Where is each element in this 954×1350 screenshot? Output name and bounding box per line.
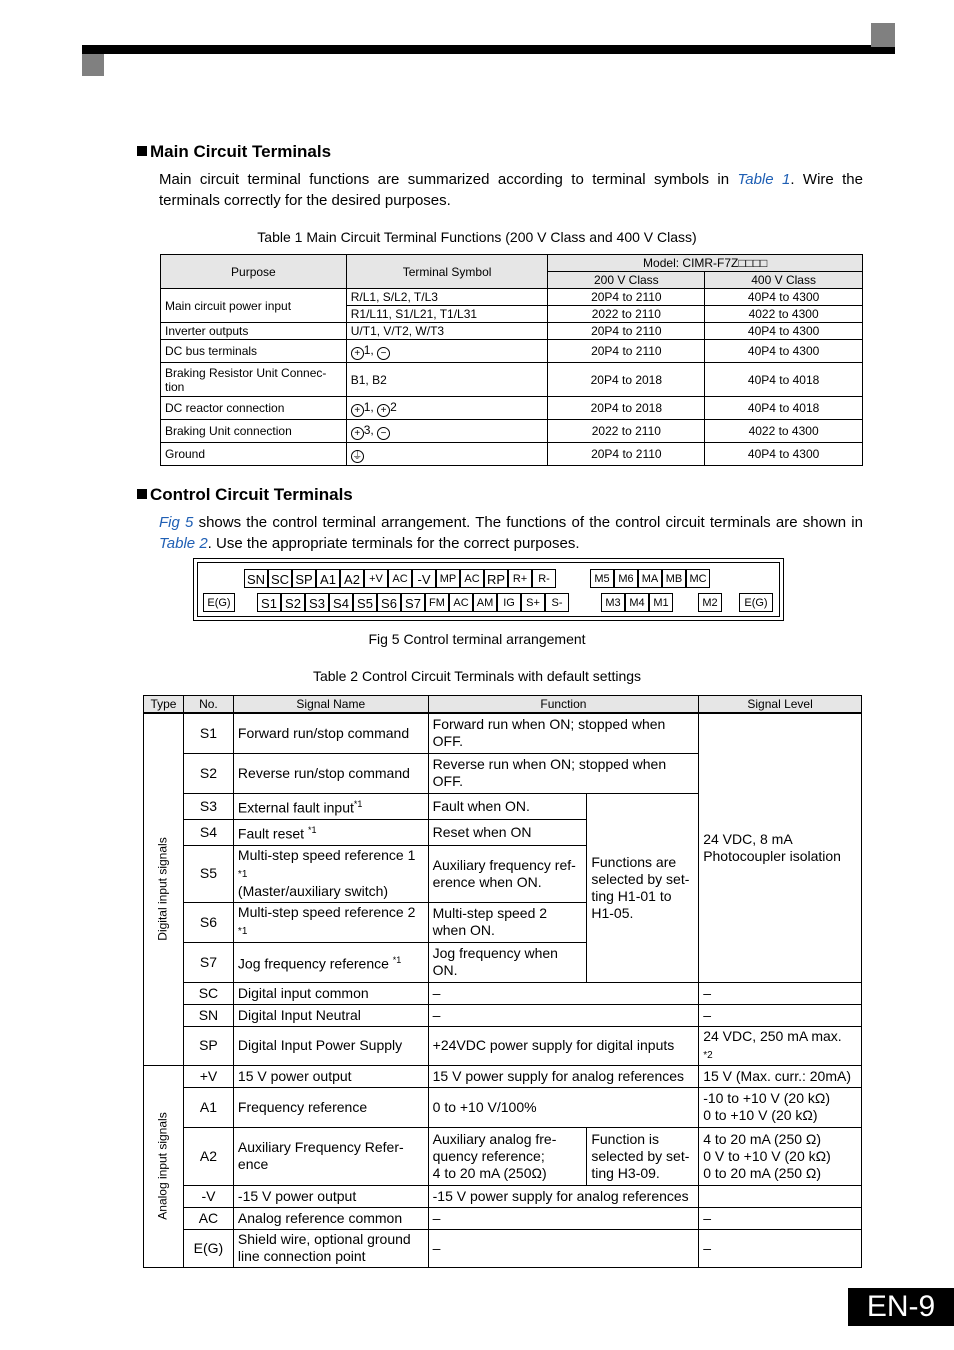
terminal-v: -V xyxy=(412,569,436,588)
header-bar xyxy=(82,45,895,54)
terminal-s4: S4 xyxy=(329,593,353,612)
main-circuit-table xyxy=(160,254,863,466)
header-200v: 200 V Class xyxy=(548,272,705,289)
fig5-link[interactable]: Fig 5 xyxy=(159,514,194,531)
terminal-mb: MB xyxy=(662,569,686,588)
terminal-m1: M1 xyxy=(649,593,673,612)
table1-caption: Table 1 Main Circuit Terminal Functions (200 V Class and 400 V Class) xyxy=(257,229,697,245)
terminal-block-frame xyxy=(197,562,780,617)
control-terminal-arrangement xyxy=(193,558,784,621)
terminal-s1: S1 xyxy=(257,593,281,612)
header-purpose: Purpose xyxy=(161,255,347,289)
table-row: AC Analog reference common – – xyxy=(144,1207,862,1229)
table-row: A2 Auxiliary Frequency Refer-ence Auxiliary analog fre-quency reference; 4 to 20 mA (250Ω) Function is selected by set-ting H3-09. 4 to 20 mA (250 Ω) 0 V to +10 V (20 kΩ) 0 to 20 mA (250 Ω) xyxy=(144,1127,862,1185)
terminal-sn: SN xyxy=(244,569,268,588)
terminal-a2: A2 xyxy=(340,569,364,588)
terminal-ac: AC xyxy=(449,593,473,612)
terminal-am: AM xyxy=(473,593,497,612)
terminal-s3: S3 xyxy=(305,593,329,612)
table-row: SN Digital Input Neutral – – xyxy=(144,1004,862,1026)
terminal-m6: M6 xyxy=(614,569,638,588)
control-circuit-table xyxy=(143,695,862,1268)
terminal-m5: M5 xyxy=(590,569,614,588)
terminal-mc: MC xyxy=(686,569,710,588)
terminal-ig: IG xyxy=(497,593,521,612)
header-model: Model: CIMR-F7Z□□□□ xyxy=(548,255,863,272)
table-row: Braking Resistor Unit Connec-tion B1, B2 20P4 to 2018 40P4 to 4018 xyxy=(161,363,863,397)
header-square-left xyxy=(82,54,104,76)
functions-selected-cell: Functions are selected by set-ting H1-01 to H1-05. xyxy=(587,793,699,982)
ground-icon: ⏚ xyxy=(352,450,363,462)
terminal-s5: S5 xyxy=(353,593,377,612)
terminal-mp: MP xyxy=(436,569,460,588)
main-circuit-heading: Main Circuit Terminals xyxy=(137,142,331,162)
terminal-a1: A1 xyxy=(316,569,340,588)
table-row: A1 Frequency reference 0 to +10 V/100% -10 to +10 V (20 kΩ) 0 to +10 V (20 kΩ) xyxy=(144,1087,862,1127)
terminal-m3: M3 xyxy=(601,593,625,612)
terminal-s7: S7 xyxy=(401,593,425,612)
terminal-m2: M2 xyxy=(698,593,722,612)
plus-circle-icon: + xyxy=(351,404,364,417)
table-row: S7 Jog frequency reference $^{*1}$ Jog frequency when ON. xyxy=(144,942,862,982)
table-row: Inverter outputs U/T1, V/T2, W/T3 20P4 to 2110 40P4 to 4300 xyxy=(161,323,863,340)
table-row: Braking Unit connection + 3, − 2022 to 2110 4022 to 4300 xyxy=(161,420,863,443)
terminal-r: R- xyxy=(532,569,556,588)
table-row: DC bus terminals + 1, − 20P4 to 2110 40P4 to 4300 xyxy=(161,340,863,363)
table-row: R1/L11, S1/L21, T1/L31 2022 to 2110 4022 to 4300 xyxy=(161,306,863,323)
type-analog-cell: Analog input signals xyxy=(144,1065,184,1267)
control-circuit-paragraph: Fig 5 shows the control terminal arrangement. The functions of the control circuit terminals are shown in Table 2. Use the appropriate terminals for the correct purposes. xyxy=(159,514,863,552)
terminal-r: R+ xyxy=(508,569,532,588)
table-row: SC Digital input common – – xyxy=(144,982,862,1004)
main-circuit-paragraph: Main circuit terminal functions are summarized according to terminal symbols in Table 1. Wire the terminals correctly for the desired purposes. xyxy=(159,171,863,209)
page-number-badge: EN-9 xyxy=(848,1288,954,1326)
table-row: S4 Fault reset $^{*1}$ Reset when ON xyxy=(144,819,862,845)
table-row: S6 Multi-step speed reference 2 *1 Multi-step speed 2 when ON. xyxy=(144,902,862,942)
terminal-ac: AC xyxy=(388,569,412,588)
terminal-ma: MA xyxy=(638,569,662,588)
table-row: Main circuit power input R/L1, S/L2, T/L3 20P4 to 2110 40P4 to 4300 xyxy=(161,289,863,306)
terminal-sp: SP xyxy=(292,569,316,588)
square-bullet-icon xyxy=(137,146,147,156)
terminal-rp: RP xyxy=(484,569,508,588)
digital-signal-level: 24 VDC, 8 mA Photocoupler isolation xyxy=(699,713,862,982)
terminal-s2: S2 xyxy=(281,593,305,612)
plus-circle-icon: + xyxy=(351,347,364,360)
terminal-eg: E(G) xyxy=(203,593,235,612)
header-400v: 400 V Class xyxy=(705,272,863,289)
plus-circle-icon: + xyxy=(351,427,364,440)
table2-link[interactable]: Table 2 xyxy=(159,535,208,552)
square-bullet-icon xyxy=(137,489,147,499)
terminal-eg: E(G) xyxy=(739,593,773,612)
table-row: S2 Reverse run/stop command Reverse run when ON; stopped when OFF. xyxy=(144,753,862,793)
table-row: S5 Multi-step speed reference 1 *1 (Master/auxiliary switch) Auxiliary frequency ref-erence when ON. xyxy=(144,845,862,902)
terminal-s6: S6 xyxy=(377,593,401,612)
table-header-row: Type No. Signal Name Function Signal Level xyxy=(144,696,862,714)
terminal-v: +V xyxy=(364,569,388,588)
table-row: Ground ⏚ 20P4 to 2110 40P4 to 4300 xyxy=(161,443,863,466)
terminal-m4: M4 xyxy=(625,593,649,612)
minus-circle-icon: − xyxy=(377,427,390,440)
table-row: Analog input signals +V 15 V power output 15 V power supply for analog references 15 V (Max. curr.: 20mA) xyxy=(144,1065,862,1087)
minus-circle-icon: − xyxy=(377,347,390,360)
terminal-sc: SC xyxy=(268,569,292,588)
header-terminal-symbol: Terminal Symbol xyxy=(346,255,548,289)
control-circuit-heading: Control Circuit Terminals xyxy=(137,485,353,505)
table-row: S3 External fault input$^{*1}$ Fault when ON. Functions are selected by set-ting H1-01 to H1-05. xyxy=(144,793,862,819)
table-row: DC reactor connection + 1, + 2 20P4 to 2018 40P4 to 4018 xyxy=(161,397,863,420)
terminal-s: S+ xyxy=(521,593,545,612)
table1-link[interactable]: Table 1 xyxy=(737,171,791,188)
table-row: Digital input signals S1 Forward run/stop command Forward run when ON; stopped when OFF. 24 VDC, 8 mA Photocoupler isolation xyxy=(144,713,862,753)
table2-caption: Table 2 Control Circuit Terminals with default settings xyxy=(312,668,642,684)
terminal-s: S- xyxy=(545,593,569,612)
fig5-caption: Fig 5 Control terminal arrangement xyxy=(368,631,586,647)
terminal-fm: FM xyxy=(425,593,449,612)
header-square-right xyxy=(871,23,895,47)
table-row: E(G) Shield wire, optional ground line connection point – – xyxy=(144,1229,862,1267)
table-row: -V -15 V power output -15 V power supply for analog references xyxy=(144,1185,862,1207)
terminal-ac: AC xyxy=(460,569,484,588)
plus-circle-icon: + xyxy=(377,404,390,417)
type-digital-cell: Digital input signals xyxy=(144,713,184,1065)
table-row: SP Digital Input Power Supply +24VDC power supply for digital inputs 24 VDC, 250 mA max. *2 xyxy=(144,1026,862,1065)
